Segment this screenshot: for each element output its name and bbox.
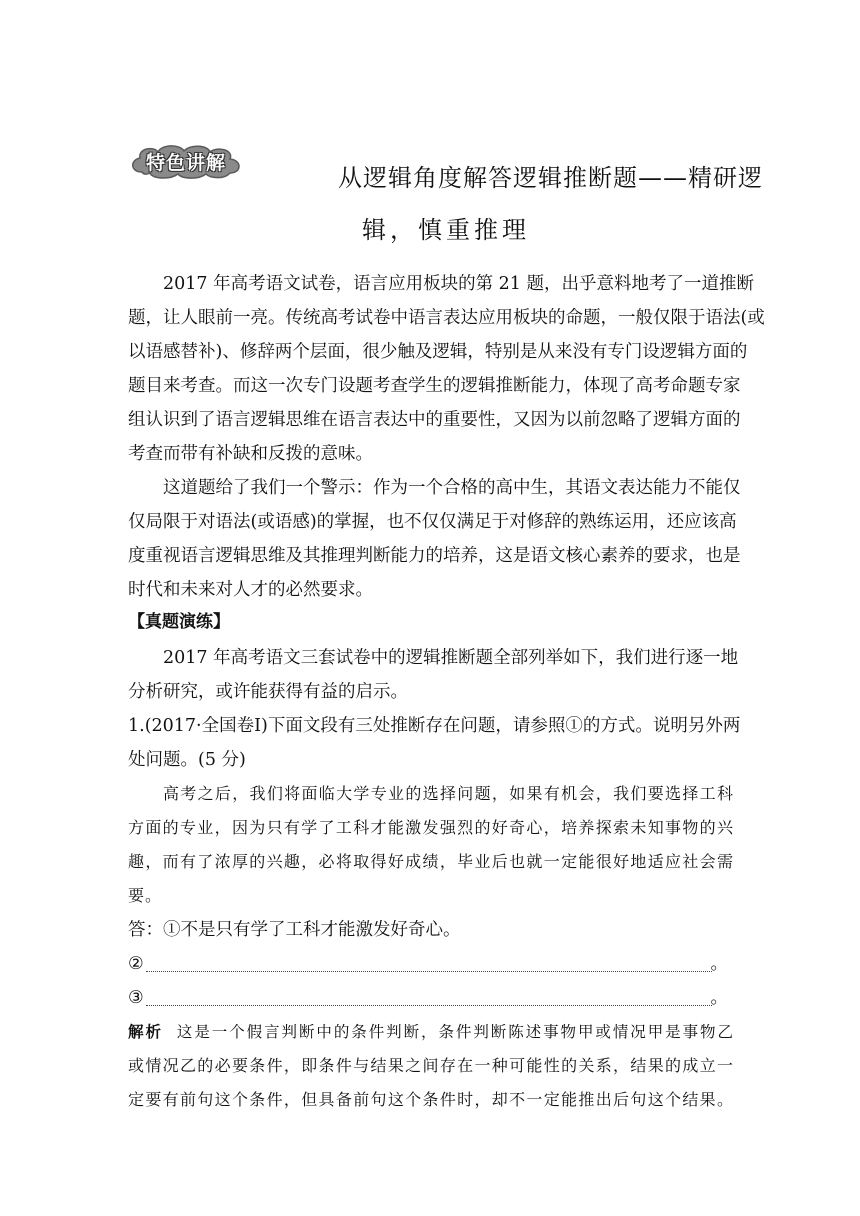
practice-heading: 【真题演练】: [128, 612, 230, 632]
passage-line: 方面的专业，因为只有学了工科才能激发强烈的好奇心，培养探索未知事物的兴: [128, 818, 734, 837]
intro-p1-line: 组认识到了语言逻辑思维在语言表达中的重要性，又因为以前忽略了逻辑方面的: [128, 410, 741, 430]
analysis-line: 或情况乙的必要条件，即条件与结果之间存在一种可能性的关系，结果的成立一: [128, 1056, 734, 1075]
answer-line: 答：①不是只有学了工科才能激发好奇心。: [128, 920, 461, 940]
passage-line: 高考之后，我们将面临大学专业的选择问题，如果有机会，我们要选择工科: [163, 784, 734, 803]
intro-p2-line: 仅局限于对语法(或语感)的掌握，也不仅仅满足于对修辞的熟练运用，还应该高: [128, 512, 737, 532]
question-line: 处问题。(5 分): [128, 750, 246, 770]
blank-period: 。: [710, 954, 728, 974]
blank-number: ②: [128, 954, 144, 974]
intro-p1-line: 题，让人眼前一亮。传统高考试卷中语言表达应用板块的命题，一般仅限于语法(或: [128, 308, 765, 328]
passage-line: 趣，而有了浓厚的兴趣，必将取得好成绩，毕业后也就一定能很好地适应社会需: [128, 852, 734, 871]
intro-p1-line: 题目来考查。而这一次专门设题考查学生的逻辑推断能力，体现了高考命题专家: [128, 376, 741, 396]
section-badge: [128, 142, 244, 180]
blank-period: 。: [710, 988, 728, 1008]
answer-blank-3[interactable]: [128, 986, 734, 1010]
intro-p1-line: 考查而带有补缺和反拨的意味。: [128, 444, 373, 464]
analysis-label: 解析: [128, 1023, 163, 1041]
practice-intro-line: 分析研究，或许能获得有益的启示。: [128, 682, 408, 702]
blank-number: ③: [128, 988, 144, 1008]
intro-p1-line: 2017 年高考语文试卷，语言应用板块的第 21 题，出乎意料地考了一道推断: [163, 274, 754, 294]
intro-p2-line: 度重视语言逻辑思维及其推理判断能力的培养，这是语文核心素养的要求，也是: [128, 546, 741, 566]
analysis-text: 这是一个假言判断中的条件判断，条件判断陈述事物甲或情况甲是事物乙: [176, 1023, 734, 1041]
intro-p2-line: 这道题给了我们一个警示：作为一个合格的高中生，其语文表达能力不能仅: [163, 478, 741, 498]
dotted-answer-line[interactable]: [146, 1005, 712, 1006]
article-title-line-2: 辑，慎重推理: [362, 216, 530, 244]
practice-intro-line: 2017 年高考语文三套试卷中的逻辑推断题全部列举如下，我们进行逐一地: [163, 648, 739, 668]
answer-blank-2[interactable]: [128, 952, 734, 976]
badge-label: 特色讲解: [145, 152, 226, 174]
article-title-line-1: 从逻辑角度解答逻辑推断题——精研逻: [338, 164, 763, 192]
analysis-line: 定要有前句这个条件，但具备前句这个条件时，却不一定能推出后句这个结果。: [128, 1090, 734, 1109]
question-line: 1.(2017·全国卷Ⅰ)下面文段有三处推断存在问题，请参照①的方式。说明另外两: [128, 716, 741, 736]
intro-p1-line: 以语感替补)、修辞两个层面，很少触及逻辑，特别是从来没有专门设逻辑方面的: [128, 342, 748, 362]
analysis-line: [128, 1020, 734, 1044]
passage-line: 要。: [128, 886, 163, 905]
dotted-answer-line[interactable]: [146, 971, 712, 972]
intro-p2-line: 时代和未来对人才的必然要求。: [128, 580, 373, 600]
